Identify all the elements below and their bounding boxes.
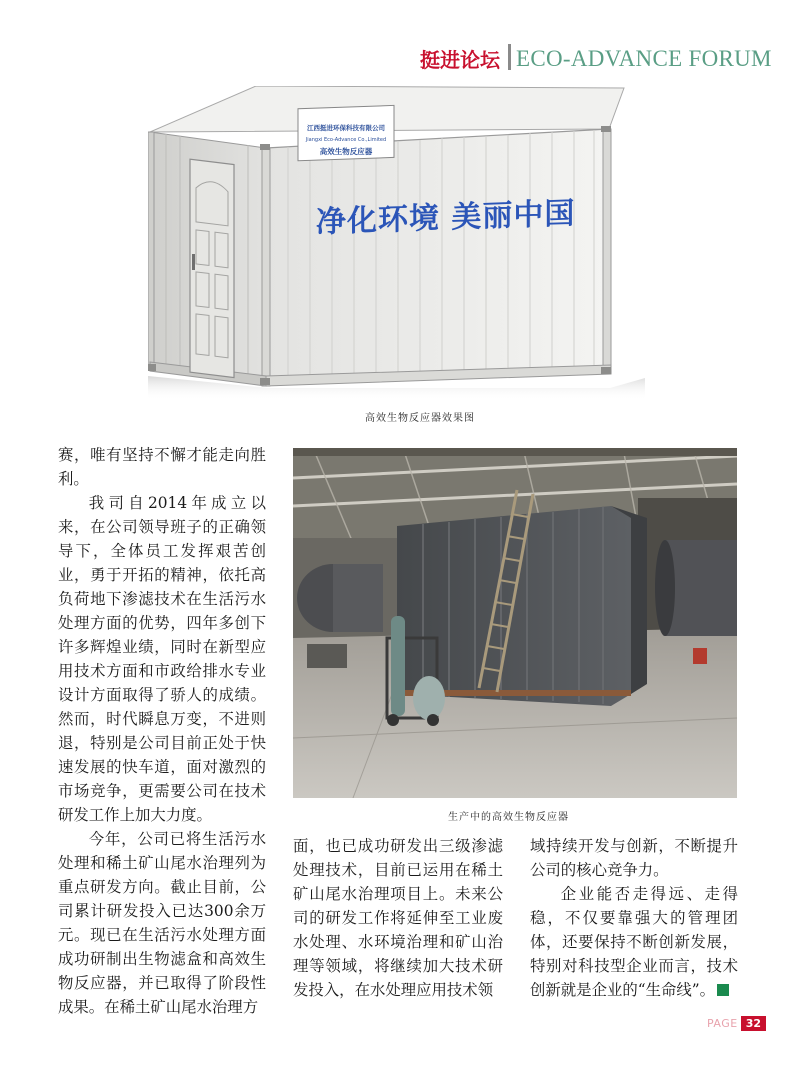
figure1-caption: 高效生物反应器效果图 <box>365 413 475 424</box>
article-column-2 <box>293 834 503 1002</box>
paragraph-text: 企业能否走得远、走得稳，不仅要靠强大的管理团体，还要保持不断创新发展，特别对科技型企业而言，技术创新就是企业的“生命线”。 <box>530 885 738 999</box>
article-column-1 <box>58 443 266 1019</box>
plate-line1: 江西挺进环保科技有限公司 <box>307 124 385 132</box>
header-divider <box>508 44 511 70</box>
end-mark-icon <box>717 984 729 996</box>
header-title-en: ECO-ADVANCE FORUM <box>516 46 772 71</box>
factory-photo-image <box>293 448 737 798</box>
paragraph: 我司自2014年成立以来，在公司领导班子的正确领导下，全体员工发挥艰苦创业，勇于开拓的精神，依托高负荷地下渗滤技术在生活污水处理方面的优势，四年多创下许多辉煌业绩，同时在新型应用技术方面和市政给排水专业设计方面取得了骄人的成绩。然而，时代瞬息万变，不进则退，特别是公司目前正处于快速发展的快车道，面对激烈的市场竞争，更需要公司在技术研发工作上加大力度。 <box>58 494 266 824</box>
container-render-image <box>148 86 645 400</box>
figure2-caption: 生产中的高效生物反应器 <box>448 812 569 823</box>
container-slogan: 净化环境 美丽中国 <box>316 196 576 241</box>
paragraph: 赛，唯有坚持不懈才能走向胜利。 <box>58 446 266 488</box>
page-number-value: 32 <box>741 1016 766 1031</box>
header-title-cn: 挺进论坛 <box>420 48 500 72</box>
page-number <box>707 1016 766 1031</box>
paragraph: 今年，公司已将生活污水处理和稀土矿山尾水治理列为重点研发方向。截止目前，公司累计研发投入已达300余万元。现已在生活污水处理方面成功研制出生物滤盒和高效生物反应器，并已取得了阶段性成果。在稀土矿山尾水治理方 <box>58 830 266 1016</box>
paragraph: 面，也已成功研发出三级渗滤处理技术，目前已运用在稀土矿山尾水治理项目上。未来公司的研发工作将延伸至工业废水处理、水环境治理和矿山治理等领域，将继续加大技术研发投入，在水处理应用技术领 <box>293 837 503 999</box>
page-label: PAGE <box>706 1017 738 1030</box>
paragraph-last <box>530 882 738 1002</box>
paragraph: 域持续开发与创新，不断提升公司的核心竞争力。 <box>530 837 738 879</box>
plate-line2: Jiangxi Eco-Advance Co.,Limited <box>305 137 387 143</box>
article-column-3 <box>530 834 738 1002</box>
plate-line3: 高效生物反应器 <box>319 147 373 156</box>
